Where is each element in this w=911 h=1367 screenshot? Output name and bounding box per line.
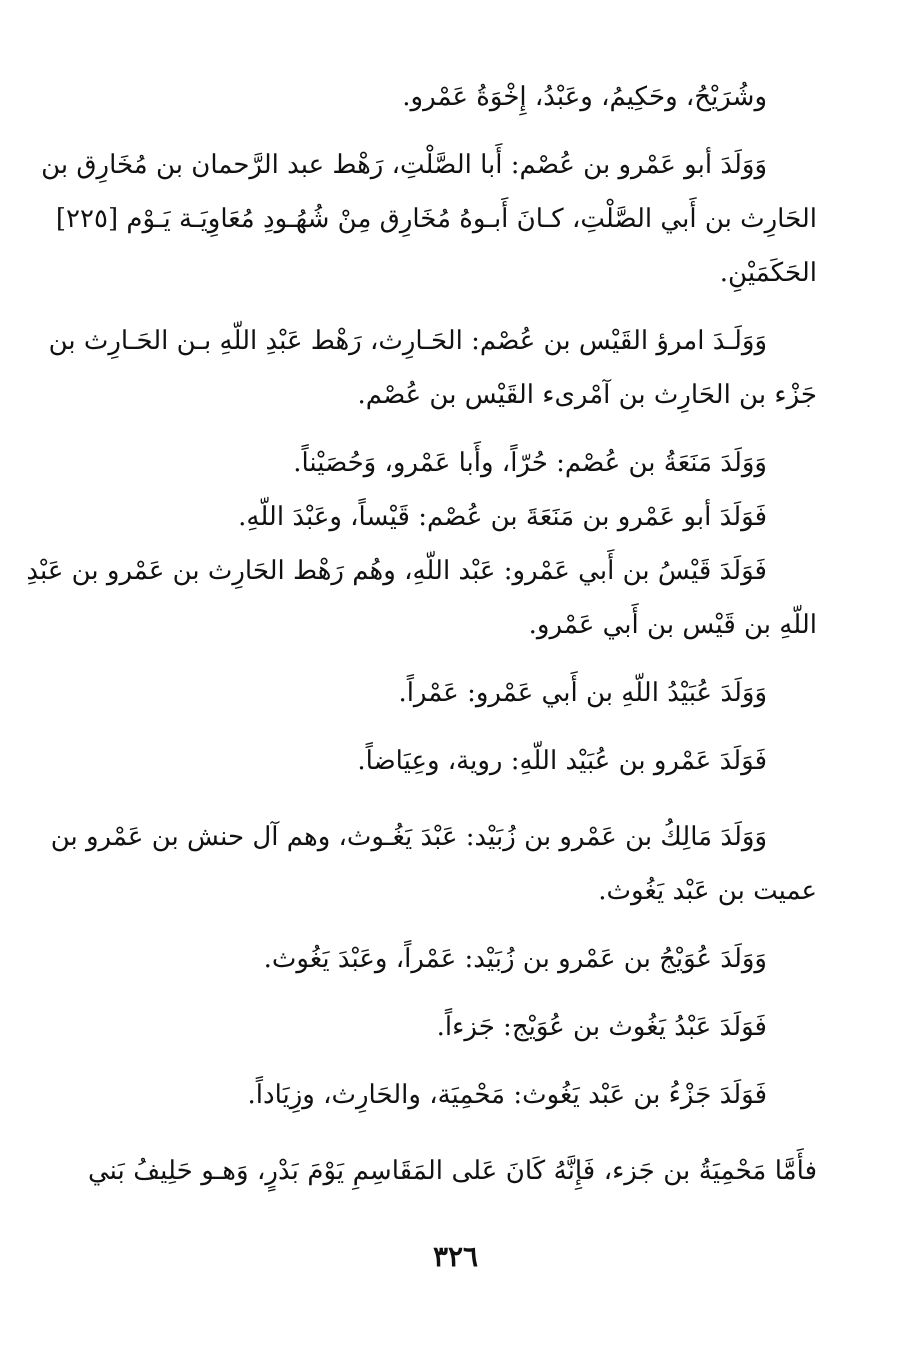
page-number: ٣٢٦ (432, 1240, 479, 1273)
text-line: فَوَلَدَ جَزْءُ بن عَبْد يَغُوث: مَحْمِيَة، والحَارِث، وزِيَاداً. (247, 1080, 767, 1110)
text-line: عميت بن عَبْد يَغُوث. (598, 876, 817, 906)
text-line: جَزْء بن الحَارِث بن آمْرىء القَيْس بن عُصْم. (357, 380, 817, 410)
text-line: اللّهِ بن قَيْس بن أَبي عَمْرو. (528, 610, 817, 640)
text-line: فَوَلَدَ أبو عَمْرو بن مَنَعَةَ بن عُصْم: قَيْساً، وعَبْدَ اللّهِ. (238, 502, 767, 532)
text-line: وَوَلَدَ مَالِكُ بن عَمْرو بن زُبَيْد: عَبْدَ يَغُـوث، وهم آل حنش بن عَمْرو بن (50, 822, 767, 852)
text-line: الحَارِث بن أَبي الصَّلْتِ، كـانَ أَبـوهُ مُخَارِق مِنْ شُهُـودِ مُعَاوِيَـة يَـوْم [٢٢٥] (55, 204, 817, 234)
text-line: فأَمَّا مَحْمِيَةُ بن جَزء، فَإِنَّهُ كَانَ عَلى المَقَاسِمِ يَوْمَ بَدْرٍ، وَهـو حَلِيفُ بَني (88, 1156, 817, 1186)
text-line: وشُرَيْحُ، وحَكِيمُ، وعَبْدُ، إِخْوَةُ عَمْرو. (402, 82, 767, 112)
text-line: وَوَلَدَ عُبَيْدُ اللّهِ بن أَبي عَمْرو: عَمْراً. (398, 678, 767, 708)
text-line: وَوَلَدَ عُوَيْجُ بن عَمْرو بن زُبَيْد: عَمْراً، وعَبْدَ يَغُوث. (263, 944, 767, 974)
text-line: فَوَلَدَ قَيْسُ بن أَبي عَمْرو: عَبْد اللّهِ، وهُم رَهْط الحَارِث بن عَمْرو بن عَبْدِ (26, 556, 767, 586)
text-line: الحَكَمَيْنِ. (719, 258, 817, 288)
text-line: وَوَلَدَ أبو عَمْرو بن عُصْم: أَبا الصَّلْتِ، رَهْط عبد الرَّحمان بن مُخَارِق بن (41, 150, 767, 180)
text-line: وَوَلَدَ مَنَعَةُ بن عُصْم: حُرّاً، وأَبا عَمْرو، وَحُصَيْناً. (293, 448, 767, 478)
text-line: فَوَلَدَ عَمْرو بن عُبَيْد اللّهِ: روية، وعِيَاضاً. (357, 746, 767, 776)
text-line: وَوَلَـدَ امرؤ القَيْس بن عُصْم: الحَـارِث، رَهْط عَبْدِ اللّهِ بـن الحَـارِث بن (48, 326, 767, 356)
page-body (26, 70, 817, 1198)
text-line: فَوَلَدَ عَبْدُ يَغُوث بن عُوَيْج: جَزءاً. (436, 1012, 767, 1042)
